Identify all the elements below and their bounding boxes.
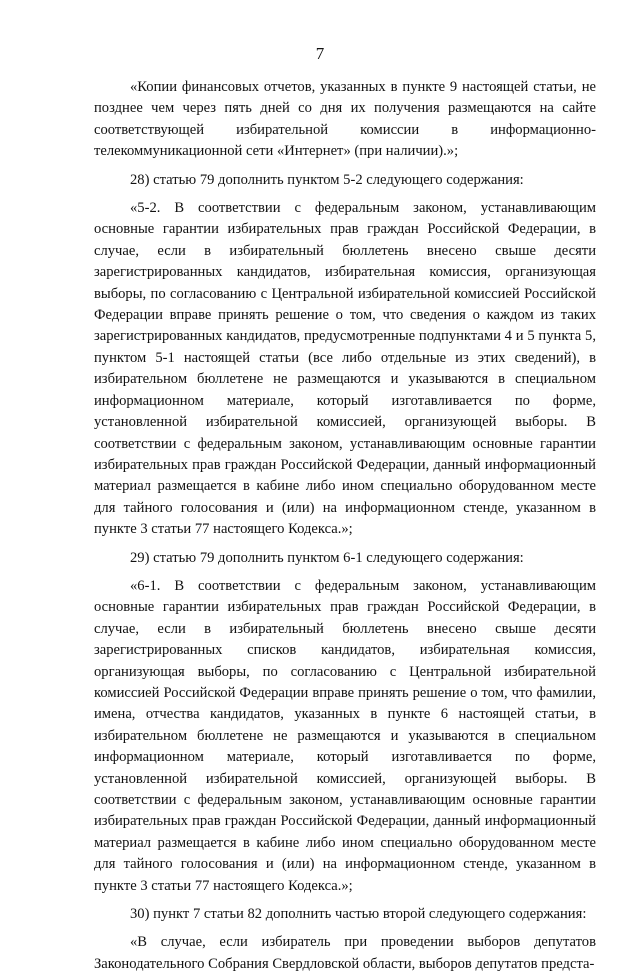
paragraph-gap <box>94 569 596 576</box>
paragraph-financial-reports: «Копии финансовых отчетов, указанных в пункте 9 настоящей статьи, не позднее чем через пять дней со дня их получения размещаются на сайте соответствующей избирательной комиссии в информационно-телекоммуникационной сети «Интернет» (при наличии).»; <box>94 79 596 160</box>
document-body <box>94 77 596 975</box>
paragraph-gap <box>94 925 596 932</box>
paragraph-item-28: 28) статью 79 дополнить пунктом 5-2 следующего содержания: <box>130 171 524 188</box>
paragraph-voter-case: «В случае, если избиратель при проведении выборов депутатов Законодательного Собрания Свердловской области, выборов депутатов предста- <box>94 934 596 972</box>
paragraph-gap <box>94 163 596 170</box>
paragraph-clause-5-2: «5-2. В соответствии с федеральным законом, устанавливающим основные гарантии избирательных прав граждан Российской Федерации, в случае, если в избирательный бюллетень внесено свыше десяти зарегистрированных кандидатов, избирательная комиссия, организующая выборы, по согласованию с Центральной избирательной комиссией Российской Федерации вправе принять решение о том, что сведения о каждом из таких зарегистрированных кандидатов, предусмотренные подпунктами 4 и 5 пункта 5, пунктом 5-1 настоящей статьи (все либо отдельные из этих сведений), в избирательном бюллетене не размещаются и указываются в специальном информационном материале, который изготавливается по форме, установленной избирательной комиссией, организующей выборы. В соответствии с федеральным законом, устанавливающим основные гарантии избирательных прав граждан Российской Федерации, данный информационный материал размещается в кабине либо ином специально оборудованном месте для тайного голосования и (или) на информационном стенде, указанном в пункте 3 статьи 77 настоящего Кодекса.»; <box>94 200 596 538</box>
paragraph-gap <box>94 191 596 198</box>
paragraph-clause-6-1: «6-1. В соответствии с федеральным законом, устанавливающим основные гарантии избирательных прав граждан Российской Федерации, в случае, если в избирательный бюллетень внесено свыше десяти зарегистрированных списков кандидатов, избирательная комиссия, организующая выборы, по согласованию с Центральной избирательной комиссией Российской Федерации вправе принять решение о том, что фамилии, имена, отчества кандидатов, указанных в пункте 6 настоящей статьи, в избирательном бюллетене не размещаются и указываются в специальном информационном материале, который изготавливается по форме, установленной избирательной комиссией, организующей выборы. В соответствии с федеральным законом, устанавливающим основные гарантии избирательных прав граждан Российской Федерации, данный информационный материал размещается в кабине либо ином специально оборудованном месте для тайного голосования и (или) на информационном стенде, указанном в пункте 3 статьи 77 настоящего Кодекса.»; <box>94 577 596 894</box>
paragraph-item-29: 29) статью 79 дополнить пунктом 6-1 следующего содержания: <box>130 549 524 566</box>
paragraph-gap <box>94 541 596 548</box>
paragraph-gap <box>94 897 596 904</box>
page-number: 7 <box>315 44 325 63</box>
paragraph-item-30: 30) пункт 7 статьи 82 дополнить частью второй следующего содержания: <box>130 906 587 923</box>
